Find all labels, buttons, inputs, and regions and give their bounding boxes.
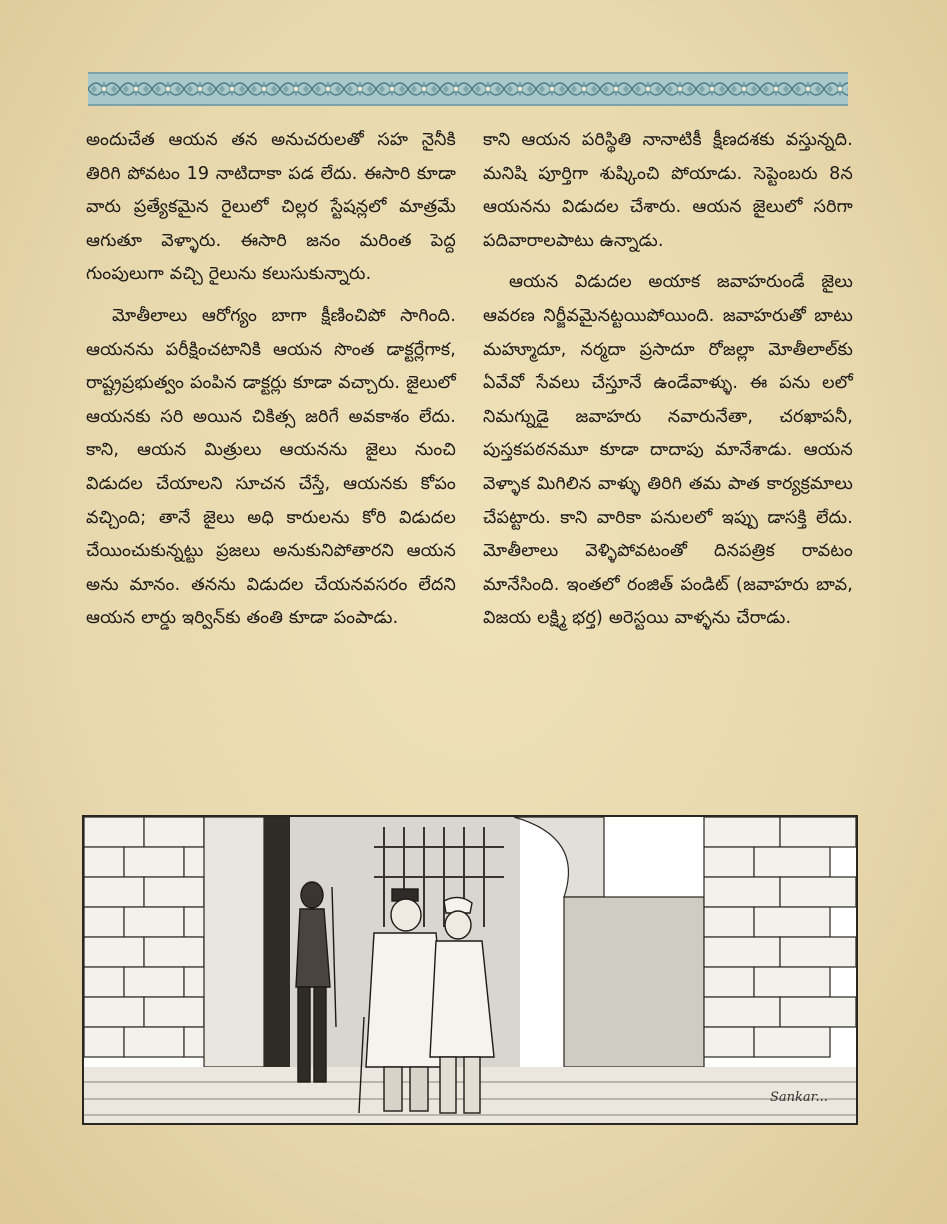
left-column <box>86 124 456 644</box>
paragraph: ఆయన విడుదల అయాక జవాహరుండే జైలు ఆవరణ నిర్జీవమైనట్టయిపోయింది. జవాహరుతో బాటు మహ్మూదూ, నర్మదా ప్రసాదూ రోజల్లా మోతీలాల్‌కు ఏవేవో సేవలు చేస్తూనే ఉండేవాళ్ళు. ఈ పను లలో నిమగ్నుడై జవాహరు నవారునేతా, చరఖాపనీ, పుస్తకపఠనమూ కూడా దాదాపు మానేశాడు. ఆయన వెళ్ళాక మిగిలిన వాళ్ళు తిరిగి తమ పాత కార్యక్రమాలు చేపట్టారు. కాని వారికా పనులలో ఇప్పు డాసక్తి లేదు. మోతీలాలు వెళ్ళిపోవటంతో దినపత్రిక రావటం మానేసింది. ఇంతలో రంజిత్ పండిట్ (జవాహరు బావ, విజయ లక్ష్మి భర్త) అరెస్టయి వాళ్ళను చేరాడు. <box>483 272 853 629</box>
artist-signature: Sankar... <box>770 1090 828 1105</box>
illustration-drawing <box>84 817 856 1123</box>
right-column <box>483 124 853 644</box>
paragraph: మోతీలాలు ఆరోగ్యం బాగా క్షీణించిపో సాగింది. ఆయనను పరీక్షించటానికి ఆయన సొంత డాక్టర్లేగాక, రాష్ట్రప్రభుత్వం పంపిన డాక్టర్లు కూడా వచ్చారు. జైలులో ఆయనకు సరి అయిన చికిత్స జరిగే అవకాశం లేదు. కాని, ఆయన మిత్రులు ఆయనను జైలు నుంచి విడుదల చేయాలని సూచన చేస్తే, ఆయనకు కోపం వచ్చింది; తానే జైలు అధి కారులను కోరి విడుదల చేయించుకున్నట్టు ప్రజలు అనుకునిపోతారని ఆయన అను మానం. తనను విడుదల చేయనవసరం లేదని ఆయన లార్డు ఇర్విన్‌కు తంతి కూడా పంపాడు. <box>86 305 456 629</box>
paragraph: అందుచేత ఆయన తన అనుచరులతో సహ నైనీకి తిరిగి పోవటం 19 నాటిదాకా పడ లేదు. ఈసారి కూడా వారు ప్రత్యేకమైన రైలులో చిల్లర స్టేషన్లలో మాత్రమే ఆగుతూ వెళ్ళారు. ఈసారి జనం మరింత పెద్ద గుంపులుగా వచ్చి రైలును కలుసుకున్నారు. <box>86 130 456 285</box>
paragraph: కాని ఆయన పరిస్థితి నానాటికీ క్షీణదశకు వస్తున్నది. మనిషి పూర్తిగా శుష్కించి పోయాడు. సెప్టెంబరు 8న ఆయనను విడుదల చేశారు. ఆయన జైలులో సరిగా పదివారాలపాటు ఉన్నాడు. <box>483 130 853 251</box>
decorative-border <box>88 72 848 106</box>
border-pattern <box>88 74 848 104</box>
jail-release-illustration <box>82 815 858 1125</box>
